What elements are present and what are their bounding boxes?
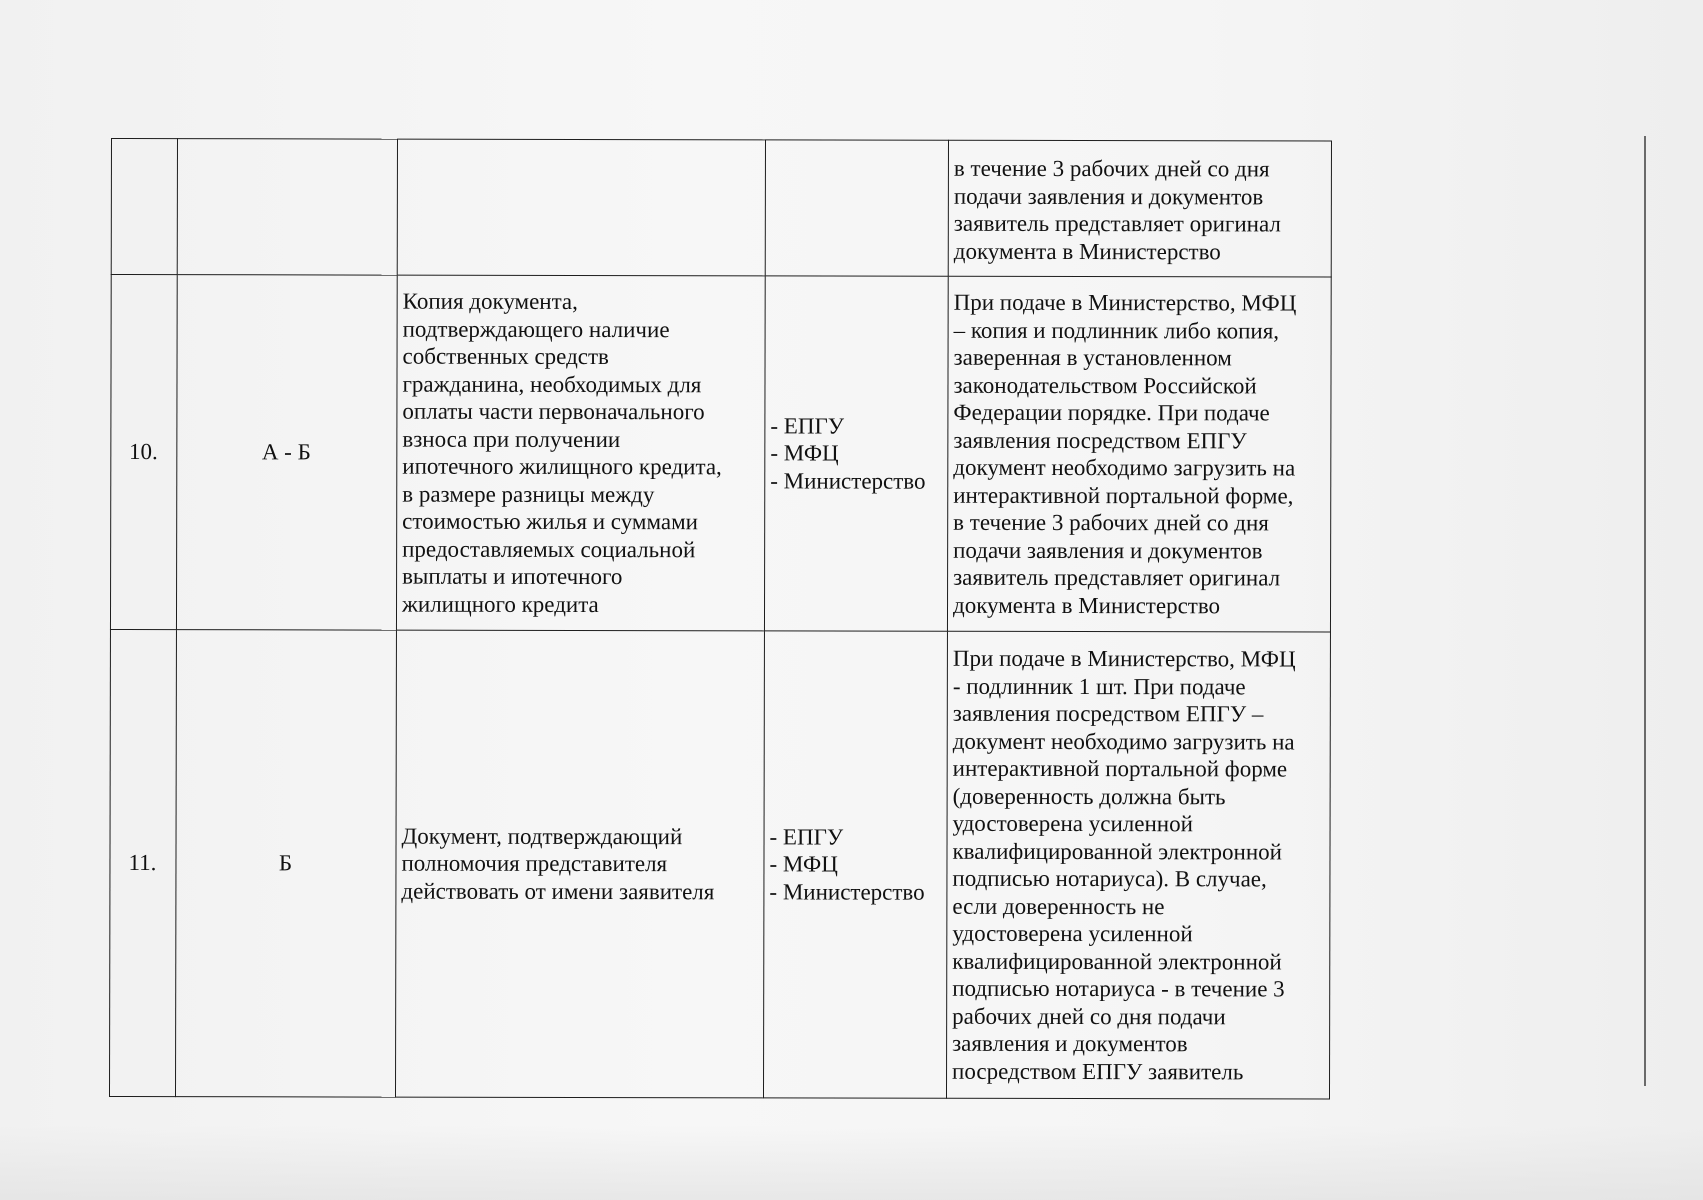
submission-channels-cell: - ЕПГУ - МФЦ - Министерство — [764, 276, 948, 631]
applicant-category-cell: А - Б — [176, 275, 397, 630]
submission-note-cell: При подаче в Министерство, МФЦ – копия и подлинник либо копия, заверенная в установленном законодательством Российской Федерации порядке. При подаче заявления посредством ЕПГУ документ необходимо загрузить на интерактивной портальной форме, в течение 3 рабочих дней со дня подачи заявления и документов заявитель представляет оригинал документа в Министерство — [947, 276, 1331, 632]
scan-bottom-shade — [0, 1125, 1703, 1200]
applicant-category-cell: Б — [175, 630, 396, 1097]
table-row — [110, 275, 1331, 633]
scan-edge-line — [1644, 136, 1646, 1086]
submission-channels-cell: - ЕПГУ - МФЦ - Министерство — [763, 631, 947, 1098]
row-number-cell: 10. — [110, 275, 177, 630]
table-row — [109, 629, 1330, 1099]
document-name-cell — [397, 139, 765, 276]
document-name-cell: Документ, подтверждающий полномочия представителя действовать от имени заявителя — [395, 630, 764, 1098]
submission-note-cell: При подаче в Министерство, МФЦ - подлинник 1 шт. При подаче заявления посредством ЕПГУ – документ необходимо загрузить на интерактивной портальной форме (доверенность должна быть удостоверена усиленной квалифицированной электронной подписью нотариуса). В случае, если доверенность не удостоверена усиленной квалифицированной электронной подписью нотариуса - в течение 3 рабочих дней со дня подачи заявления и документов посредством ЕПГУ заявитель — [946, 631, 1330, 1099]
row-number-cell: 11. — [109, 629, 176, 1096]
applicant-category-cell — [177, 139, 397, 275]
submission-note-cell: в течение 3 рабочих дней со дня подачи заявления и документов заявитель представляет оригинал документа в Министерство — [948, 140, 1331, 277]
document-table — [109, 138, 1332, 1100]
row-number-cell — [111, 139, 177, 275]
table-row — [111, 139, 1331, 278]
submission-channels-cell — [765, 140, 948, 276]
document-name-cell: Копия документа, подтверждающего наличие собственных средств гражданина, необходимых для оплаты части первоначального взноса при получении ипотечного жилищного кредита, в размере разницы между стоимостью жилья и суммами предоставляемых социальной выплаты и ипотечного жилищного кредита — [396, 275, 765, 631]
